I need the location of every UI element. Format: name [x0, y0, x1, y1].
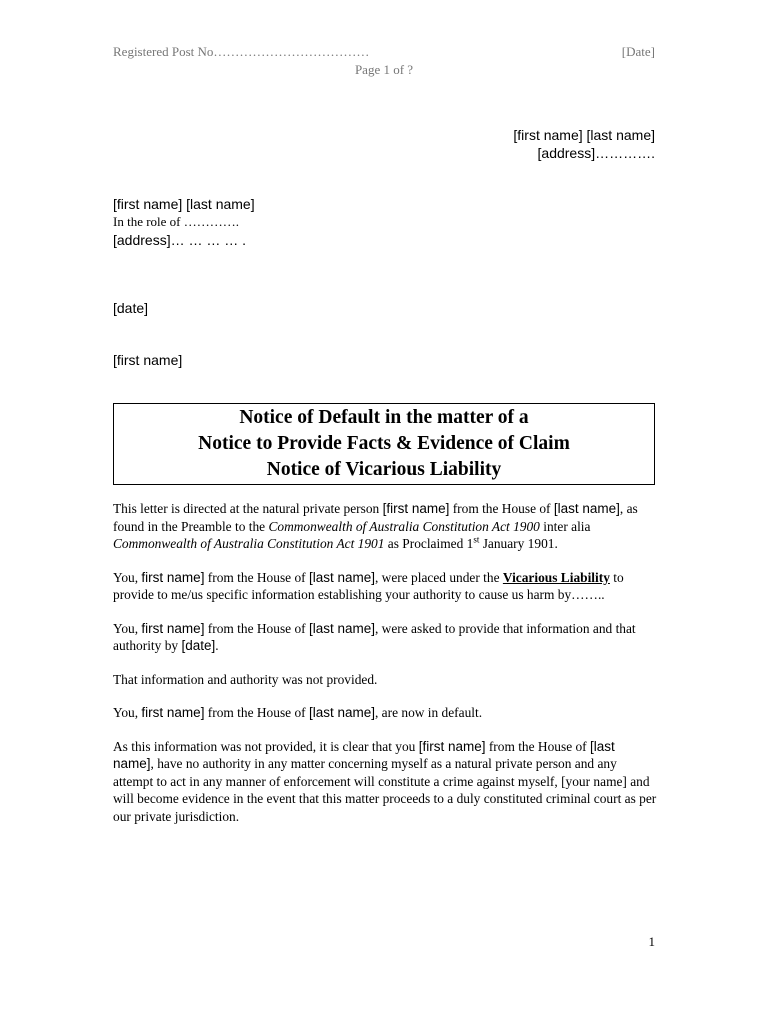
placeholder-first-name: first name]: [141, 705, 205, 720]
sender-address: [address]………….: [537, 145, 655, 161]
placeholder-last-name: [last name]: [308, 569, 375, 585]
p3-text-g: .: [215, 638, 219, 653]
sender-name: [first name] [last name]: [513, 127, 655, 143]
p1-text-g: inter alia: [539, 518, 591, 534]
recipient-block: [113, 195, 255, 249]
notice-title-box: [113, 403, 655, 485]
recipient-role: In the role of ………….: [113, 214, 240, 229]
p1-text-k: January 1901.: [479, 536, 558, 551]
footer-page-number: 1: [648, 934, 655, 949]
placeholder-your-name: [your name]: [561, 773, 627, 789]
placeholder-last-name: [last name]: [308, 705, 375, 720]
header-line: [113, 44, 655, 62]
paragraph-6: [113, 738, 658, 826]
p1-text-e: , as found in the Preamble to the: [113, 501, 638, 534]
registered-post-number: Registered Post No………………………………: [113, 44, 370, 59]
vicarious-liability-term: Vicarious Liability: [502, 569, 610, 585]
p3-text-c: from the House of: [204, 620, 309, 636]
placeholder-date: [date]: [181, 638, 216, 653]
p1-text-c: from the House of: [449, 501, 554, 516]
p2-text-a: You,: [113, 569, 142, 585]
letter-date: [date]: [113, 300, 149, 316]
p2-text-g: to provide to me/us specific information establishing your authority to cause us harm by……..: [113, 569, 624, 602]
p6-text-g: and will become evidence in the event that this matter proceeds to a duly constituted criminal court as per our private jurisdiction.: [113, 773, 657, 824]
p2-text-e: , were placed under the: [374, 569, 503, 585]
title-line-1: Notice of Default in the matter of a: [239, 407, 529, 428]
placeholder-last-name: [last name]: [553, 501, 620, 516]
p5-text-a: You,: [113, 705, 142, 720]
p6-text-c: from the House of: [485, 738, 590, 754]
placeholder-first-name: first name]: [141, 569, 205, 585]
p3-text-e: , were asked to provide that information and that authority by: [113, 620, 636, 653]
sender-block: [513, 126, 655, 162]
title-line-3: Notice of Vicarious Liability: [266, 459, 502, 480]
recipient-name: [first name] [last name]: [113, 196, 255, 212]
ordinal-suffix: st: [473, 534, 480, 545]
title-line-2: Notice to Provide Facts & Evidence of Claim: [198, 433, 570, 454]
letter-body: [113, 500, 658, 841]
placeholder-first-name: [first name]: [382, 501, 450, 516]
recipient-address: [address]… … … … .: [113, 232, 247, 248]
placeholder-last-name: [last name]: [308, 620, 375, 636]
p5-text-e: , are now in default.: [374, 705, 483, 720]
p6-text-a: As this information was not provided, it is clear that you: [113, 738, 419, 754]
p1-text-a: This letter is directed at the natural private person: [113, 501, 383, 516]
p3-text-a: You,: [113, 620, 142, 636]
placeholder-last-name: [last name]: [113, 738, 615, 771]
placeholder-first-name: [first name]: [418, 738, 486, 754]
header-date: [Date]: [621, 44, 655, 59]
placeholder-first-name: first name]: [141, 620, 205, 636]
paragraph-4: That information and authority was not provided.: [113, 671, 378, 687]
p1-text-i: as Proclaimed 1: [384, 536, 474, 551]
paragraph-2: [113, 569, 658, 604]
paragraph-1: [113, 500, 658, 553]
page-count: Page 1 of ?: [354, 62, 414, 77]
p5-text-c: from the House of: [204, 705, 309, 720]
paragraph-3: [113, 620, 658, 655]
act-1901-citation: Commonwealth of Australia Constitution Act 1901: [113, 536, 385, 551]
paragraph-5: [113, 704, 658, 722]
act-1900-citation: Commonwealth of Australia Constitution Act 1900: [268, 518, 540, 534]
salutation: [first name]: [113, 352, 183, 368]
p2-text-c: from the House of: [204, 569, 309, 585]
p6-text-e: , have no authority in any matter concerning myself as a natural private person and any attempt to act in any manner of enforcement will constitute a crime against myself,: [113, 756, 617, 789]
